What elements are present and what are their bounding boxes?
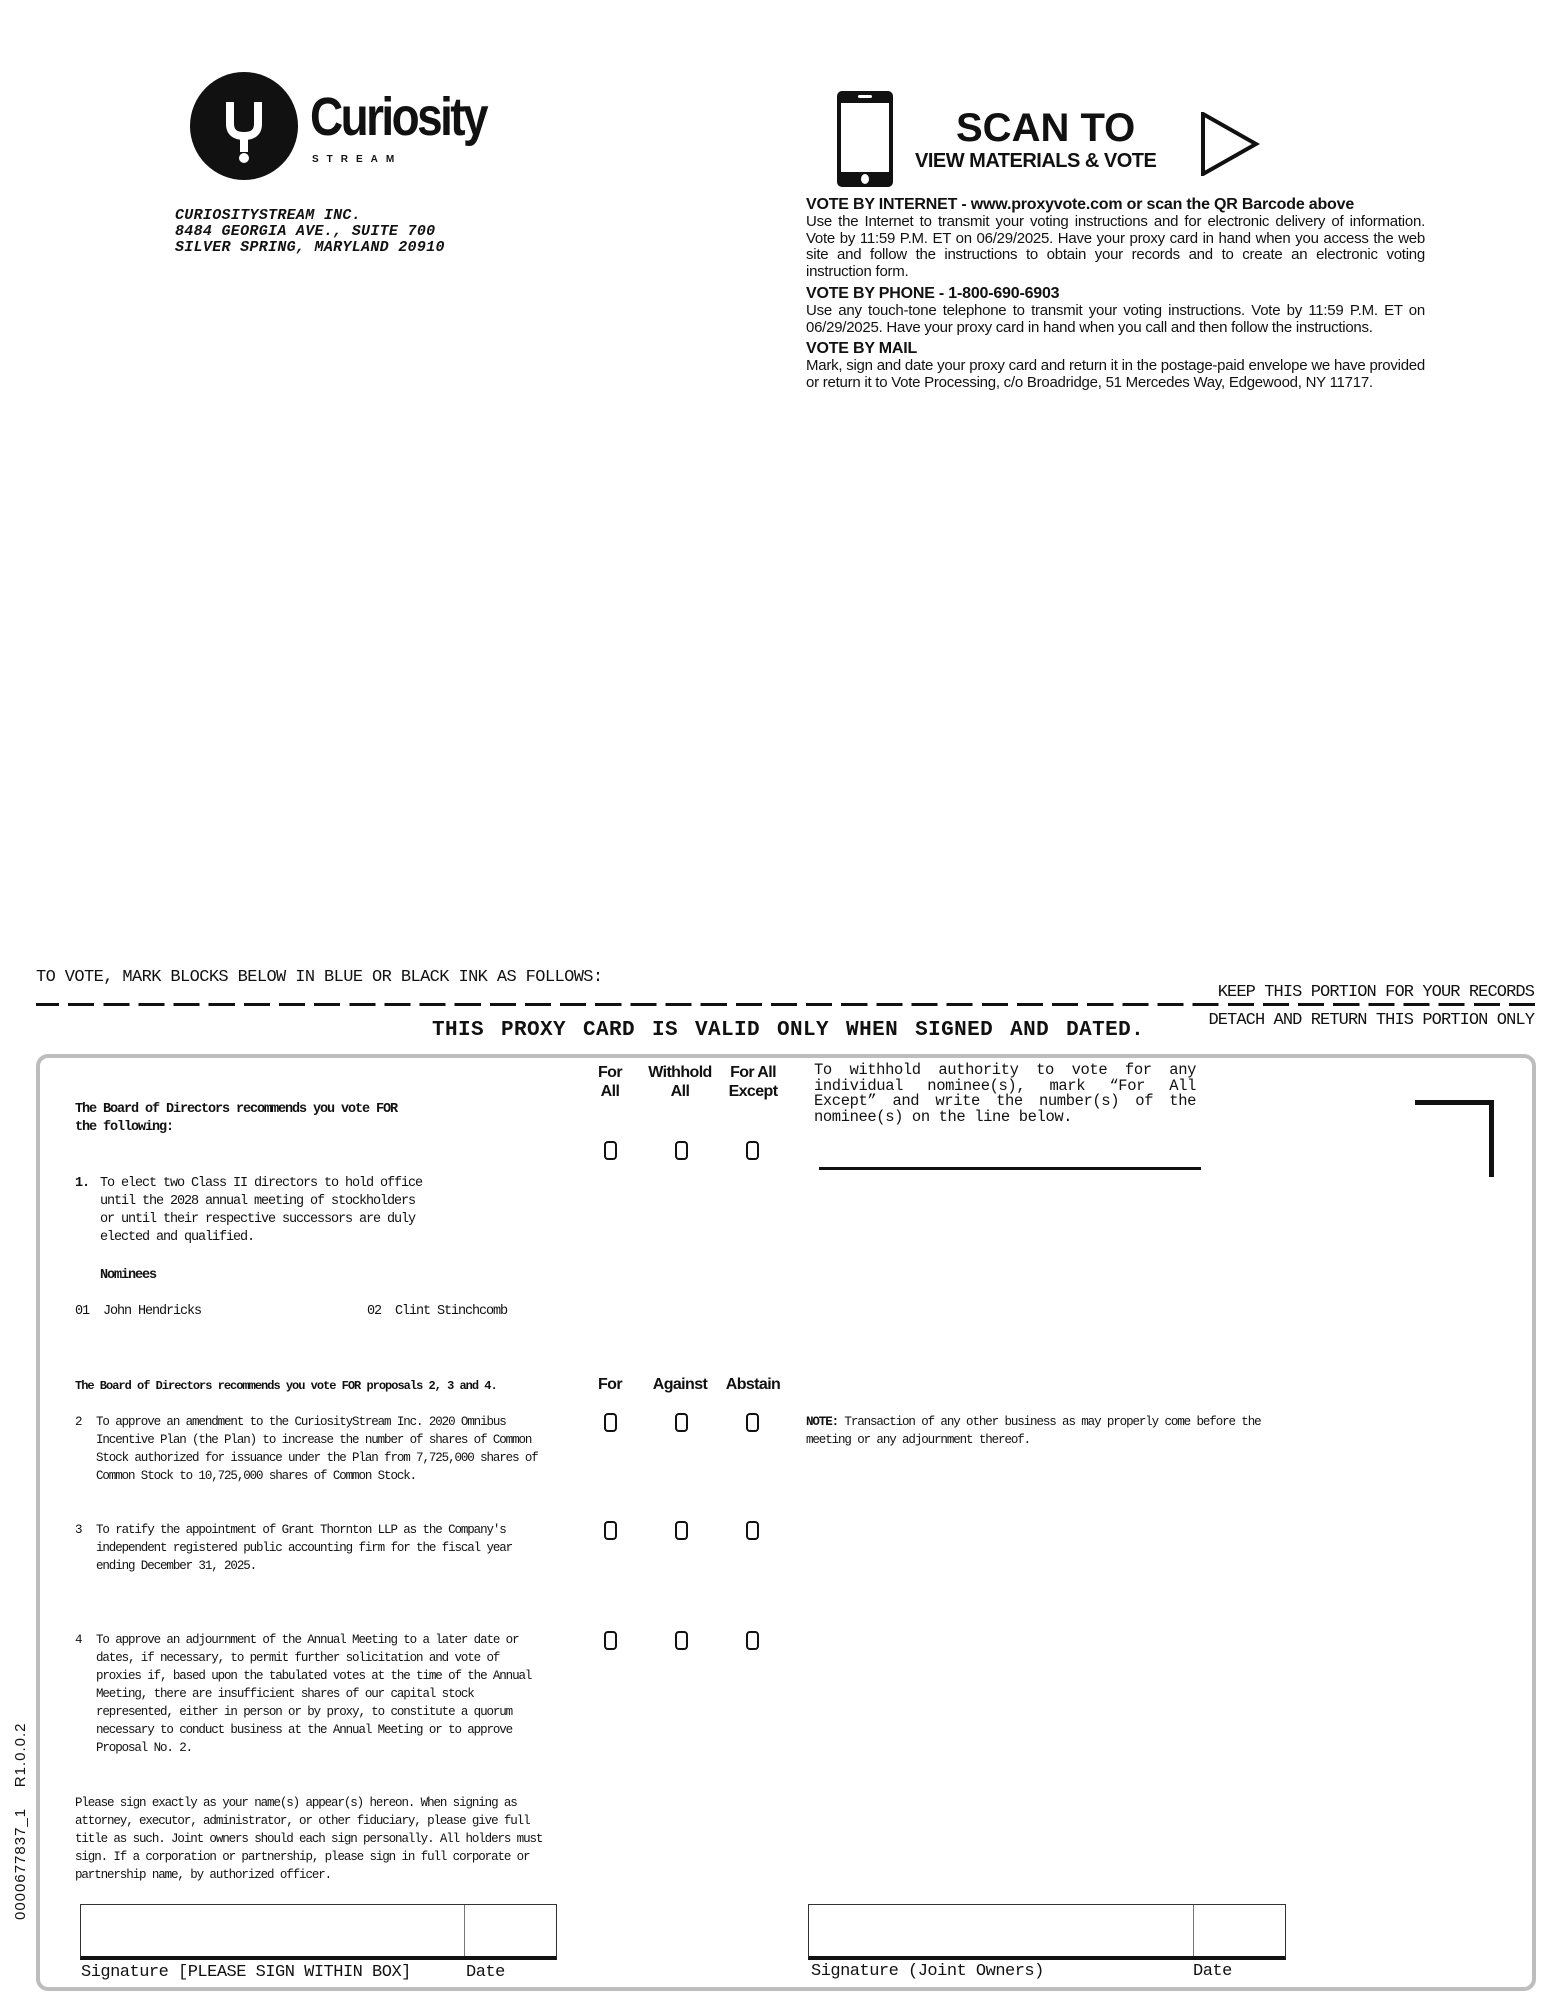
text-line: Meeting, there are insufficient shares of our capital stock <box>96 1687 474 1701</box>
nominee-exception-line[interactable] <box>819 1167 1201 1170</box>
arrow-right-icon <box>1200 112 1260 176</box>
keep-portion-label: KEEP THIS PORTION FOR YOUR RECORDS <box>1217 983 1534 1002</box>
joint-date-label: Date <box>1193 1962 1232 1981</box>
col-withhold-all <box>642 1063 718 1101</box>
text-line: represented, either in person or by proxy, to constitute a quorum <box>96 1705 513 1719</box>
board-recommendation-1 <box>75 1101 397 1137</box>
scan-to-heading: SCAN TO <box>956 106 1136 150</box>
detach-portion-label: DETACH AND RETURN THIS PORTION ONLY <box>1208 1011 1534 1030</box>
proposal-4-abstain-checkbox[interactable] <box>746 1631 759 1650</box>
proposal-4-text <box>96 1631 531 1757</box>
proposal-2-against-checkbox[interactable] <box>675 1413 688 1432</box>
col-against: Against <box>652 1376 708 1393</box>
text-line: Stock authorized for issuance under the Plan from 7,725,000 shares of <box>96 1451 538 1465</box>
corner-registration-mark <box>1415 1100 1494 1177</box>
vote-phone-body: Use any touch-tone telephone to transmit your voting instructions. Vote by 11:59 P.M. ET on 06/29/2025. Have your proxy card in hand when you call and then follow the instructions. <box>806 301 1425 336</box>
text-line: partnership name, by authorized officer. <box>75 1868 332 1882</box>
scan-to-subheading: VIEW MATERIALS & VOTE <box>915 150 1157 172</box>
proposal-4-number: 4 <box>75 1633 82 1647</box>
proposal-3-against-checkbox[interactable] <box>675 1521 688 1540</box>
address-line: SILVER SPRING, MARYLAND 20910 <box>175 239 445 256</box>
col-label: For All <box>730 1064 776 1081</box>
col-label: All <box>670 1083 690 1100</box>
nominee-number: 02 <box>367 1304 382 1319</box>
withhold-instructions: To withhold authority to vote for any individual nominee(s), mark “For All Except” and write the number(s) of the nominee(s) on the line below. <box>814 1061 1196 1126</box>
valid-notice: THIS PROXY CARD IS VALID ONLY WHEN SIGNED AND DATED. <box>432 1019 1145 1042</box>
col-for: For <box>598 1376 622 1393</box>
text-line: The Board of Directors recommends you vote FOR <box>75 1102 398 1117</box>
proposal-2-for-checkbox[interactable] <box>604 1413 617 1432</box>
vote-methods <box>806 196 1425 392</box>
phone-icon <box>836 90 894 188</box>
other-business-note <box>806 1413 1261 1449</box>
checkbox-for-all-except[interactable] <box>746 1141 759 1160</box>
text-line: ending December 31, 2025. <box>96 1559 257 1573</box>
text-line: proxies if, based upon the tabulated votes at the time of the Annual <box>96 1669 532 1683</box>
curiositystream-logo <box>190 72 520 182</box>
text-line: Proposal No. 2. <box>96 1741 193 1755</box>
text-line: necessary to conduct business at the Annual Meeting or to approve <box>96 1723 513 1737</box>
proposal-3-for-checkbox[interactable] <box>604 1521 617 1540</box>
text-line: To elect two Class II directors to hold office <box>100 1176 423 1191</box>
board-recommendation-2: The Board of Directors recommends you vote FOR proposals 2, 3 and 4. <box>75 1379 497 1393</box>
proposal-4-against-checkbox[interactable] <box>675 1631 688 1650</box>
vote-internet-heading: VOTE BY INTERNET - www.proxyvote.com or scan the QR Barcode above <box>806 196 1355 213</box>
proposal-2-number: 2 <box>75 1415 82 1429</box>
joint-signature-box[interactable] <box>808 1904 1286 1960</box>
text-line: To ratify the appointment of Grant Thornton LLP as the Company's <box>96 1523 506 1537</box>
signature-label: Signature [PLEASE SIGN WITHIN BOX] <box>81 1963 411 1982</box>
nominee-01 <box>75 1303 201 1321</box>
text-line: Common Stock to 10,725,000 shares of Common Stock. <box>96 1469 417 1483</box>
col-label: Withhold <box>648 1064 712 1081</box>
text-line: dates, if necessary, to permit further solicitation and vote of <box>96 1651 500 1665</box>
signing-instructions <box>75 1794 542 1884</box>
proposal-2-abstain-checkbox[interactable] <box>746 1413 759 1432</box>
nominee-02 <box>367 1303 507 1321</box>
text-line: attorney, executor, administrator, or other fiduciary, please give full <box>75 1814 530 1828</box>
proposal-1-number: 1. <box>75 1176 90 1191</box>
detach-dashed-line <box>36 1003 1536 1006</box>
date-label: Date <box>466 1963 505 1982</box>
proposal-3-abstain-checkbox[interactable] <box>746 1521 759 1540</box>
col-abstain: Abstain <box>725 1376 781 1393</box>
date-divider <box>464 1905 465 1956</box>
col-for-all-except <box>720 1063 786 1101</box>
company-address <box>175 208 445 256</box>
proposal-3-text <box>96 1521 512 1575</box>
text-line: until the 2028 annual meeting of stockholders <box>100 1194 416 1209</box>
text-line: title as such. Joint owners should each sign personally. All holders must <box>75 1832 543 1846</box>
date-divider <box>1193 1905 1194 1956</box>
note-text: Transaction of any other business as may properly come before the <box>838 1415 1261 1429</box>
nominee-number: 01 <box>75 1304 90 1319</box>
text-line: or until their respective successors are duly <box>100 1212 416 1227</box>
form-code: 0000677837_1 R1.0.0.2 <box>12 1722 29 1920</box>
marking-instructions: TO VOTE, MARK BLOCKS BELOW IN BLUE OR BLACK INK AS FOLLOWS: <box>36 968 603 987</box>
proposal-3-number: 3 <box>75 1523 82 1537</box>
address-line: CURIOSITYSTREAM INC. <box>175 207 362 224</box>
checkbox-for-all[interactable] <box>604 1141 617 1160</box>
col-label: Except <box>728 1083 778 1100</box>
logo-wordmark: Curiosity <box>310 87 486 147</box>
vote-mail-body: Mark, sign and date your proxy card and return it in the postage-paid envelope we have provided or return it to Vote Processing, c/o Broadridge, 51 Mercedes Way, Edgewood, NY 11717. <box>806 357 1425 391</box>
text-line: To approve an adjournment of the Annual Meeting to a later date or <box>96 1633 519 1647</box>
text-line: meeting or any adjournment thereof. <box>806 1433 1031 1447</box>
logo-mark-icon <box>190 72 300 182</box>
col-label: All <box>600 1083 620 1100</box>
address-line: 8484 GEORGIA AVE., SUITE 700 <box>175 223 436 240</box>
nominees-label: Nominees <box>100 1268 157 1283</box>
signature-box[interactable] <box>80 1904 557 1960</box>
vote-phone-heading: VOTE BY PHONE - 1-800-690-6903 <box>806 284 1060 302</box>
text-line: the following: <box>75 1120 174 1135</box>
col-for-all <box>585 1063 635 1101</box>
text-line: independent registered public accounting firm for the fiscal year <box>96 1541 513 1555</box>
checkbox-withhold-all[interactable] <box>675 1141 688 1160</box>
logo-subtext: STREAM <box>312 154 403 165</box>
joint-signature-label: Signature (Joint Owners) <box>811 1962 1044 1981</box>
text-line: To approve an amendment to the CuriosityStream Inc. 2020 Omnibus <box>96 1415 506 1429</box>
text-line: sign. If a corporation or partnership, please sign in full corporate or <box>75 1850 530 1864</box>
text-line: Incentive Plan (the Plan) to increase the number of shares of Common <box>96 1433 532 1447</box>
col-label: For <box>598 1064 622 1081</box>
vote-mail-heading: VOTE BY MAIL <box>806 340 918 358</box>
text-line: Please sign exactly as your name(s) appear(s) hereon. When signing as <box>75 1796 517 1810</box>
nominee-name: John Hendricks <box>103 1304 202 1319</box>
text-line <box>806 1413 1261 1431</box>
note-label: NOTE: <box>806 1415 839 1429</box>
vote-internet-body: Use the Internet to transmit your voting instructions and for electronic delivery of information. Vote by 11:59 P.M. ET on 06/29/2025. Have your proxy card in hand when you access the web site and follow the instructions to obtain your records and to create an electronic voting instruction form. <box>806 213 1425 281</box>
proposal-1-text <box>100 1175 422 1247</box>
text-line: elected and qualified. <box>100 1230 255 1245</box>
nominee-name: Clint Stinchcomb <box>395 1304 508 1319</box>
proposal-2-text <box>96 1413 538 1485</box>
proposal-4-for-checkbox[interactable] <box>604 1631 617 1650</box>
